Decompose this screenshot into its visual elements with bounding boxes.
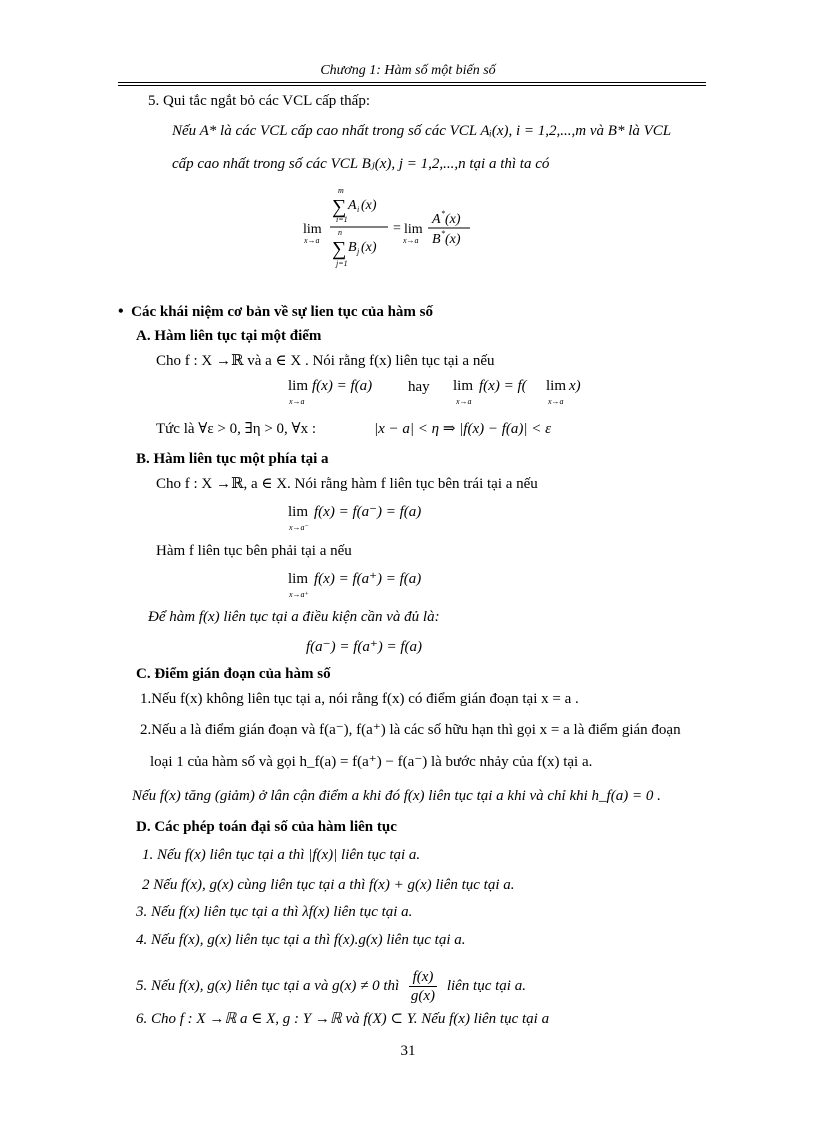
section-B-line1: Cho f : X →ℝ, a ∈ X. Nói rằng hàm f liên tục bên trái tại a nếu: [156, 476, 538, 492]
section-C-title: C. Điểm gián đoạn của hàm số: [136, 666, 331, 682]
formula-A2: |x − a| < η ⇒ |f(x) − f(a)| < ε: [374, 421, 552, 437]
formula-A1-hay: hay: [408, 379, 430, 395]
formula-B2-svg: [288, 567, 468, 601]
continuity-heading-text: Các khái niệm cơ bản về sự lien tục của hàm số: [131, 304, 434, 320]
svg-text:A: A: [348, 198, 357, 213]
svg-text:j: j: [357, 247, 360, 256]
svg-text:(x): (x): [361, 240, 377, 255]
svg-text:*: *: [441, 229, 445, 238]
continuity-heading: [118, 303, 433, 321]
svg-text:∑: ∑: [332, 196, 347, 218]
svg-text:B: B: [348, 240, 357, 255]
section-D-item3: 3. Nếu f(x) liên tục tại a thì λf(x) liên tục tại a.: [136, 904, 413, 920]
formula-B1-svg: [288, 500, 468, 534]
fraction-denominator: g(x): [410, 988, 436, 1004]
svg-text:lim: lim: [288, 504, 309, 520]
svg-text:A: A: [432, 212, 441, 227]
section-A-title: A. Hàm liên tục tại một điểm: [136, 328, 322, 344]
section-5-line1: Nếu A* là các VCL cấp cao nhất trong số các VCL Aᵢ(x), i = 1,2,...,m và B* là VCL: [172, 123, 672, 139]
svg-text:n: n: [338, 228, 342, 237]
bullet-icon: •: [118, 303, 124, 320]
section-C-line4: Nếu f(x) tăng (giảm) ở lân cận điểm a khi đó f(x) liên tục tại a khi và chỉ khi h_f(a) = 0 .: [132, 788, 661, 804]
svg-text:*: *: [441, 209, 445, 218]
svg-text:∑: ∑: [332, 238, 347, 260]
svg-text:lim: lim: [288, 571, 309, 587]
fraction-numerator: f(x): [409, 968, 437, 987]
formula-B2: [288, 567, 468, 601]
section-5-title: 5. Qui tắc ngắt bỏ các VCL cấp thấp:: [148, 93, 371, 109]
svg-text:j=1: j=1: [336, 259, 348, 268]
svg-text:x): x): [569, 378, 581, 394]
svg-text:lim: lim: [404, 222, 423, 237]
section-D-item2: 2 Nếu f(x), g(x) cùng liên tục tại a thì f(x) + g(x) liên tục tại a.: [142, 877, 515, 893]
section-D-item5-tail: liên tục tại a.: [446, 977, 526, 994]
svg-text:B: B: [432, 232, 441, 247]
svg-text:lim: lim: [303, 222, 322, 237]
section-B-line2: Hàm f liên tục bên phải tại a nếu: [156, 543, 352, 559]
header-rule: [118, 82, 706, 83]
svg-text:f(x) = f(a⁺) = f(a): f(x) = f(a⁺) = f(a): [314, 571, 422, 587]
fraction-f-over-g: [409, 968, 437, 1005]
svg-text:(x): (x): [445, 232, 461, 247]
section-D-item4: 4. Nếu f(x), g(x) liên tục tại a thì f(x).g(x) liên tục tại a.: [136, 932, 466, 948]
svg-text:x→a⁻: x→a⁻: [289, 523, 309, 532]
section-B-title: B. Hàm liên tục một phía tại a: [136, 451, 329, 467]
svg-text:x→a: x→a: [548, 397, 564, 406]
page-number: 31: [400, 1043, 416, 1059]
svg-text:=: =: [393, 221, 401, 236]
section-D-item6: 6. Cho f : X →ℝ a ∈ X, g : Y →ℝ và f(X) ⊂ Y. Nếu f(x) liên tục tại a: [136, 1011, 550, 1027]
formula-B3: f(a⁻) = f(a⁺) = f(a): [306, 639, 423, 655]
section-D-item5: [136, 968, 526, 1005]
svg-text:x→a: x→a: [304, 236, 320, 245]
svg-text:f(x) = f(a): f(x) = f(a): [312, 378, 373, 394]
formula-A1: [288, 374, 598, 410]
svg-text:x→a: x→a: [456, 397, 472, 406]
page-header: Chương 1: Hàm số một biến số: [320, 63, 496, 78]
section-D-title: D. Các phép toán đại số của hàm liên tục: [136, 819, 397, 835]
svg-text:i=1: i=1: [336, 215, 348, 224]
section-5-line2: cấp cao nhất trong số các VCL Bⱼ(x), j = 1,2,...,n tại a thì ta có: [172, 156, 550, 172]
svg-text:x→a: x→a: [403, 236, 419, 245]
section-C-line1: 1.Nếu f(x) không liên tục tại a, nói rằng f(x) có điểm gián đoạn tại x = a .: [140, 691, 579, 707]
svg-text:lim: lim: [453, 378, 474, 394]
svg-text:lim: lim: [288, 378, 309, 394]
svg-text:(x): (x): [445, 212, 461, 227]
svg-text:f(x) = f(: f(x) = f(: [479, 378, 527, 394]
svg-text:lim: lim: [546, 378, 567, 394]
svg-text:f(x) = f(a⁻) = f(a): f(x) = f(a⁻) = f(a): [314, 504, 422, 520]
limit-sum-formula-svg: [300, 183, 480, 273]
section-D-item1: 1. Nếu f(x) liên tục tại a thì |f(x)| liên tục tại a.: [142, 847, 421, 863]
limit-sum-formula: [300, 183, 480, 273]
formula-A1-svg: [288, 374, 598, 410]
svg-text:(x): (x): [361, 198, 377, 213]
svg-text:x→a⁺: x→a⁺: [289, 590, 309, 599]
section-C-line2: 2.Nếu a là điểm gián đoạn và f(a⁻), f(a⁺) là các số hữu hạn thì gọi x = a là điểm gián đoạn: [140, 722, 681, 738]
svg-text:m: m: [338, 186, 344, 195]
section-D-item5-text: 5. Nếu f(x), g(x) liên tục tại a và g(x) ≠ 0 thì: [136, 977, 400, 994]
svg-text:x→a: x→a: [289, 397, 305, 406]
section-A-line2: Tức là ∀ε > 0, ∃η > 0, ∀x :: [156, 421, 316, 437]
header-rule-2: [118, 85, 706, 86]
svg-text:i: i: [357, 205, 360, 214]
formula-B1: [288, 500, 468, 534]
section-C-line3: loại 1 của hàm số và gọi h_f(a) = f(a⁺) − f(a⁻) là bước nhảy của f(x) tại a.: [150, 754, 593, 770]
section-B-line3: Để hàm f(x) liên tục tại a điều kiện cần và đủ là:: [148, 609, 440, 625]
section-A-line1: Cho f : X →ℝ và a ∈ X . Nói rằng f(x) liên tục tại a nếu: [156, 353, 495, 369]
